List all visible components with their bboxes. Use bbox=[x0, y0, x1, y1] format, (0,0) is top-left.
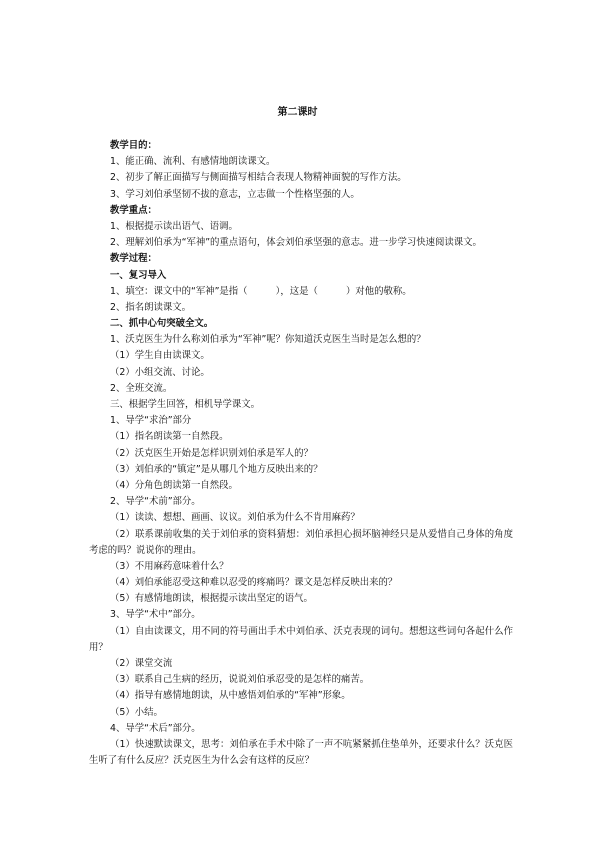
paragraph-line: 1、能正确、流利、有感情地朗读课文。 bbox=[110, 156, 276, 168]
paragraph-line: 2、导学“术前”部分。 bbox=[110, 496, 201, 508]
paragraph-line: （5）小结。 bbox=[110, 706, 163, 718]
section-heading: 教学目的： bbox=[110, 140, 157, 151]
paragraph-line: （1）自由读课文，用不同的符号画出手术中刘伯承、沃克表现的词句。想想这些词句各起什么作用？ bbox=[89, 625, 513, 653]
paragraph-line: 3、学习刘伯承坚韧不拔的意志，立志做一个性格坚强的人。 bbox=[110, 188, 360, 200]
paragraph-line: 1、根据提示读出语气、语调。 bbox=[110, 220, 238, 232]
paragraph-line: 2、指名朗读课文。 bbox=[110, 301, 191, 313]
paragraph-line: （2）联系课前收集的关于刘伯承的资料猜想：刘伯承担心损坏脑神经只是从爱惜自己身体的角度考虑的吗？说说你的理由。 bbox=[89, 528, 513, 556]
section-heading: 二、抓中心句突破全文。 bbox=[110, 318, 214, 330]
paragraph-line: （4）指导有感情地朗读，从中感悟刘伯承的“军神”形象。 bbox=[110, 690, 351, 702]
paragraph-line: （2）小组交流、讨论。 bbox=[110, 366, 210, 378]
paragraph-line: （3）刘伯承的“镇定”是从哪几个地方反映出来的？ bbox=[110, 463, 323, 475]
paragraph-line: （3）联系自己生病的经历，说说刘伯承忍受的是怎样的痛苦。 bbox=[110, 674, 370, 686]
section-heading: 教学重点： bbox=[110, 204, 157, 216]
paragraph-line: 2、全班交流。 bbox=[110, 382, 173, 394]
paragraph-line: （1）指名朗读第一自然段。 bbox=[110, 431, 229, 443]
document-body bbox=[89, 138, 513, 769]
paragraph-line: （4）刘伯承能忍受这种难以忍受的疼痛吗？课文是怎样反映出来的？ bbox=[110, 577, 398, 589]
paragraph-line: 2、初步了解正面描写与侧面描写相结合表现人物精神面貌的写作方法。 bbox=[110, 172, 407, 184]
paragraph-line: 1、导学“求治”部分 bbox=[110, 415, 192, 427]
paragraph-line: 三、根据学生回答，相机导学课文。 bbox=[110, 399, 261, 411]
section-heading: 一、复习导入 bbox=[110, 269, 167, 281]
page-title: 第二课时 bbox=[277, 107, 318, 118]
paragraph-line: 2、理解刘伯承为“军神”的重点语句，体会刘伯承坚强的意志。进一步学习快速阅读课文。 bbox=[110, 237, 482, 249]
paragraph-line: 1、沃克医生为什么称刘伯承为“军神”呢？你知道沃克医生当时是怎么想的？ bbox=[110, 334, 426, 346]
paragraph-line: （2）课堂交流 bbox=[110, 658, 173, 670]
paragraph-line: （2）沃克医生开始是怎样识别刘伯承是军人的？ bbox=[110, 447, 313, 459]
paragraph-line: （5）有感情地朗读，根据提示读出坚定的语气。 bbox=[110, 593, 313, 605]
paragraph-line: （4）分角色朗读第一自然段。 bbox=[110, 479, 238, 491]
paragraph-line: （1）读读、想想、画画、议议。刘伯承为什么不肯用麻药？ bbox=[110, 512, 360, 524]
paragraph-line: 4、导学“术后”部分。 bbox=[110, 722, 201, 734]
paragraph-line: （1）学生自由读课文。 bbox=[110, 350, 210, 362]
paragraph-line: 1、填空：课文中的“军神”是指（ ），这是（ ）对他的敬称。 bbox=[110, 285, 412, 297]
paragraph-line: 3、导学“术中”部分。 bbox=[110, 609, 201, 621]
section-heading: 教学过程： bbox=[110, 253, 157, 265]
paragraph-line: （3）不用麻药意味着什么？ bbox=[110, 560, 229, 572]
paragraph-line: （1）快速默读课文，思考：刘伯承在手术中除了一声不吭紧紧抓住垫单外，还要求什么？沃克医生听了有什么反应？沃克医生为什么会有这样的反应？ bbox=[89, 739, 513, 767]
